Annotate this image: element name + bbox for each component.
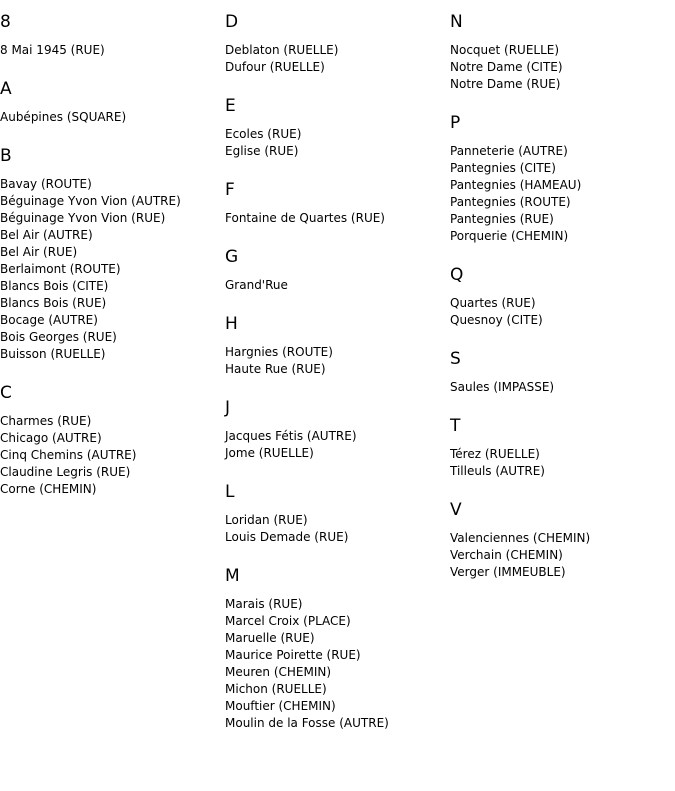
street-list <box>225 428 445 462</box>
section-letter-heading: J <box>225 398 231 418</box>
letter-section <box>225 482 445 546</box>
letter-section <box>0 12 220 59</box>
section-letter-heading: M <box>225 566 240 586</box>
street-list-item <box>450 143 670 160</box>
section-letter-heading: E <box>225 96 236 116</box>
street-list-item <box>0 210 220 227</box>
letter-section <box>450 113 670 245</box>
street-list-item <box>450 530 670 547</box>
street-link[interactable]: Grand'Rue <box>225 278 288 292</box>
letter-section <box>0 79 220 126</box>
street-link[interactable]: Blancs Bois (RUE) <box>0 296 107 310</box>
street-list <box>225 210 445 227</box>
street-link[interactable]: Cinq Chemins (AUTRE) <box>0 448 137 462</box>
street-link[interactable]: Haute Rue (RUE) <box>225 362 326 376</box>
section-letter-heading: N <box>450 12 463 32</box>
street-link[interactable]: Pantegnies (ROUTE) <box>450 195 571 209</box>
street-list-item <box>450 463 670 480</box>
street-link[interactable]: Michon (RUELLE) <box>225 682 327 696</box>
street-list-item <box>450 379 670 396</box>
letter-section <box>225 180 445 227</box>
street-link[interactable]: Porquerie (CHEMIN) <box>450 229 569 243</box>
section-letter-heading: H <box>225 314 238 334</box>
street-link[interactable]: Térez (RUELLE) <box>450 447 540 461</box>
letter-section <box>0 146 220 363</box>
street-list-item <box>450 564 670 581</box>
street-list-item <box>225 529 445 546</box>
street-link[interactable]: Charmes (RUE) <box>0 414 92 428</box>
street-list-item <box>450 228 670 245</box>
street-link[interactable]: Béguinage Yvon Vion (AUTRE) <box>0 194 181 208</box>
street-list-item <box>225 126 445 143</box>
street-link[interactable]: Claudine Legris (RUE) <box>0 465 131 479</box>
street-list-item <box>0 312 220 329</box>
street-column-2 <box>225 0 445 732</box>
street-list-item <box>0 42 220 59</box>
section-letter-heading: C <box>0 383 12 403</box>
section-letter-heading: Q <box>450 265 464 285</box>
street-list-item <box>225 613 445 630</box>
section-letter-heading: P <box>450 113 461 133</box>
street-link[interactable]: Bel Air (RUE) <box>0 245 78 259</box>
street-link[interactable]: Notre Dame (RUE) <box>450 77 561 91</box>
street-list-item <box>0 109 220 126</box>
letter-section <box>450 500 670 581</box>
street-link[interactable]: Marcel Croix (PLACE) <box>225 614 351 628</box>
street-link[interactable]: Quesnoy (CITE) <box>450 313 543 327</box>
street-list-item <box>0 481 220 498</box>
section-letter-heading: 8 <box>0 12 11 32</box>
letter-section <box>225 314 445 378</box>
street-list-item <box>225 596 445 613</box>
section-letter-heading: A <box>0 79 12 99</box>
street-link[interactable]: Marais (RUE) <box>225 597 303 611</box>
street-link[interactable]: Deblaton (RUELLE) <box>225 43 339 57</box>
street-list-item <box>225 681 445 698</box>
street-link[interactable]: Notre Dame (CITE) <box>450 60 563 74</box>
street-link[interactable]: Ecoles (RUE) <box>225 127 302 141</box>
street-list <box>225 512 445 546</box>
street-list-item <box>0 244 220 261</box>
street-column-1 <box>0 0 220 498</box>
street-link[interactable]: Verger (IMMEUBLE) <box>450 565 566 579</box>
street-list-item <box>450 547 670 564</box>
street-list <box>225 596 445 732</box>
street-link[interactable]: Aubépines (SQUARE) <box>0 110 127 124</box>
letter-section <box>225 398 445 462</box>
letter-section <box>450 12 670 93</box>
street-link[interactable]: Loridan (RUE) <box>225 513 308 527</box>
street-link[interactable]: Buisson (RUELLE) <box>0 347 106 361</box>
street-link[interactable]: Hargnies (ROUTE) <box>225 345 333 359</box>
street-list-item <box>225 664 445 681</box>
street-list <box>0 413 220 498</box>
street-link[interactable]: Corne (CHEMIN) <box>0 482 97 496</box>
letter-section <box>450 349 670 396</box>
street-link[interactable]: Tilleuls (AUTRE) <box>450 464 545 478</box>
street-list-item <box>225 512 445 529</box>
street-list-item <box>225 361 445 378</box>
street-list-item <box>0 193 220 210</box>
street-list <box>450 295 670 329</box>
street-link[interactable]: Pantegnies (HAMEAU) <box>450 178 582 192</box>
street-link[interactable]: Maruelle (RUE) <box>225 631 315 645</box>
street-list-item <box>0 346 220 363</box>
street-list <box>0 176 220 363</box>
street-list-item <box>225 344 445 361</box>
street-list-item <box>450 59 670 76</box>
section-letter-heading: F <box>225 180 235 200</box>
street-link[interactable]: Berlaimont (ROUTE) <box>0 262 121 276</box>
street-list-item <box>450 177 670 194</box>
letter-section <box>450 416 670 480</box>
street-list-item <box>0 447 220 464</box>
letter-section <box>225 566 445 732</box>
street-list-item <box>225 59 445 76</box>
street-list-item <box>225 428 445 445</box>
street-link[interactable]: Quartes (RUE) <box>450 296 536 310</box>
street-list-item <box>225 277 445 294</box>
street-list <box>225 344 445 378</box>
section-letter-heading: B <box>0 146 12 166</box>
street-link[interactable]: Jacques Fétis (AUTRE) <box>225 429 357 443</box>
street-link[interactable]: Jome (RUELLE) <box>225 446 314 460</box>
street-link[interactable]: Meuren (CHEMIN) <box>225 665 332 679</box>
street-link[interactable]: Bois Georges (RUE) <box>0 330 117 344</box>
street-link[interactable]: Blancs Bois (CITE) <box>0 279 109 293</box>
street-list-item <box>225 210 445 227</box>
street-list-item <box>450 446 670 463</box>
street-link[interactable]: Pantegnies (RUE) <box>450 212 554 226</box>
street-list <box>0 109 220 126</box>
street-link[interactable]: Bocage (AUTRE) <box>0 313 98 327</box>
street-list-item <box>0 295 220 312</box>
street-link[interactable]: Verchain (CHEMIN) <box>450 548 563 562</box>
street-list-item <box>0 464 220 481</box>
street-link[interactable]: Panneterie (AUTRE) <box>450 144 568 158</box>
street-list-item <box>0 176 220 193</box>
street-list-item <box>0 227 220 244</box>
street-link[interactable]: Saules (IMPASSE) <box>450 380 555 394</box>
street-list-item <box>225 445 445 462</box>
letter-section <box>225 12 445 76</box>
street-list-item <box>225 143 445 160</box>
section-letter-heading: V <box>450 500 462 520</box>
street-link[interactable]: Dufour (RUELLE) <box>225 60 325 74</box>
street-list <box>0 42 220 59</box>
street-list-item <box>450 194 670 211</box>
street-list-item <box>450 76 670 93</box>
street-link[interactable]: 8 Mai 1945 (RUE) <box>0 43 105 57</box>
street-list-item <box>450 211 670 228</box>
street-link[interactable]: Nocquet (RUELLE) <box>450 43 560 57</box>
street-list-item <box>450 160 670 177</box>
street-list-item <box>450 312 670 329</box>
street-link[interactable]: Bavay (ROUTE) <box>0 177 92 191</box>
letter-section <box>225 247 445 294</box>
street-list-item <box>0 278 220 295</box>
street-list-item <box>0 413 220 430</box>
section-letter-heading: G <box>225 247 239 267</box>
letter-section <box>450 265 670 329</box>
street-link[interactable]: Chicago (AUTRE) <box>0 431 102 445</box>
street-link[interactable]: Fontaine de Quartes (RUE) <box>225 211 385 225</box>
street-link[interactable]: Louis Demade (RUE) <box>225 530 349 544</box>
section-letter-heading: S <box>450 349 461 369</box>
street-list <box>450 143 670 245</box>
street-link[interactable]: Moulin de la Fosse (AUTRE) <box>225 716 389 730</box>
street-link[interactable]: Mouftier (CHEMIN) <box>225 699 336 713</box>
street-list <box>225 42 445 76</box>
street-list <box>225 126 445 160</box>
street-list <box>450 379 670 396</box>
section-letter-heading: T <box>450 416 461 436</box>
street-list <box>450 446 670 480</box>
section-letter-heading: D <box>225 12 239 32</box>
street-list <box>450 530 670 581</box>
street-list <box>450 42 670 93</box>
street-link[interactable]: Maurice Poirette (RUE) <box>225 648 361 662</box>
street-link[interactable]: Valenciennes (CHEMIN) <box>450 531 591 545</box>
street-list-item <box>225 715 445 732</box>
street-column-3 <box>450 0 670 581</box>
street-list-item <box>0 430 220 447</box>
street-list-item <box>225 647 445 664</box>
street-link[interactable]: Béguinage Yvon Vion (RUE) <box>0 211 166 225</box>
street-list-item <box>450 295 670 312</box>
street-list-item <box>225 698 445 715</box>
street-link[interactable]: Eglise (RUE) <box>225 144 299 158</box>
street-list-item <box>225 630 445 647</box>
street-link[interactable]: Bel Air (AUTRE) <box>0 228 93 242</box>
street-list-item <box>0 329 220 346</box>
street-list <box>225 277 445 294</box>
street-list-item <box>450 42 670 59</box>
letter-section <box>225 96 445 160</box>
section-letter-heading: L <box>225 482 235 502</box>
letter-section <box>0 383 220 498</box>
street-list-item <box>0 261 220 278</box>
street-link[interactable]: Pantegnies (CITE) <box>450 161 556 175</box>
street-list-item <box>225 42 445 59</box>
